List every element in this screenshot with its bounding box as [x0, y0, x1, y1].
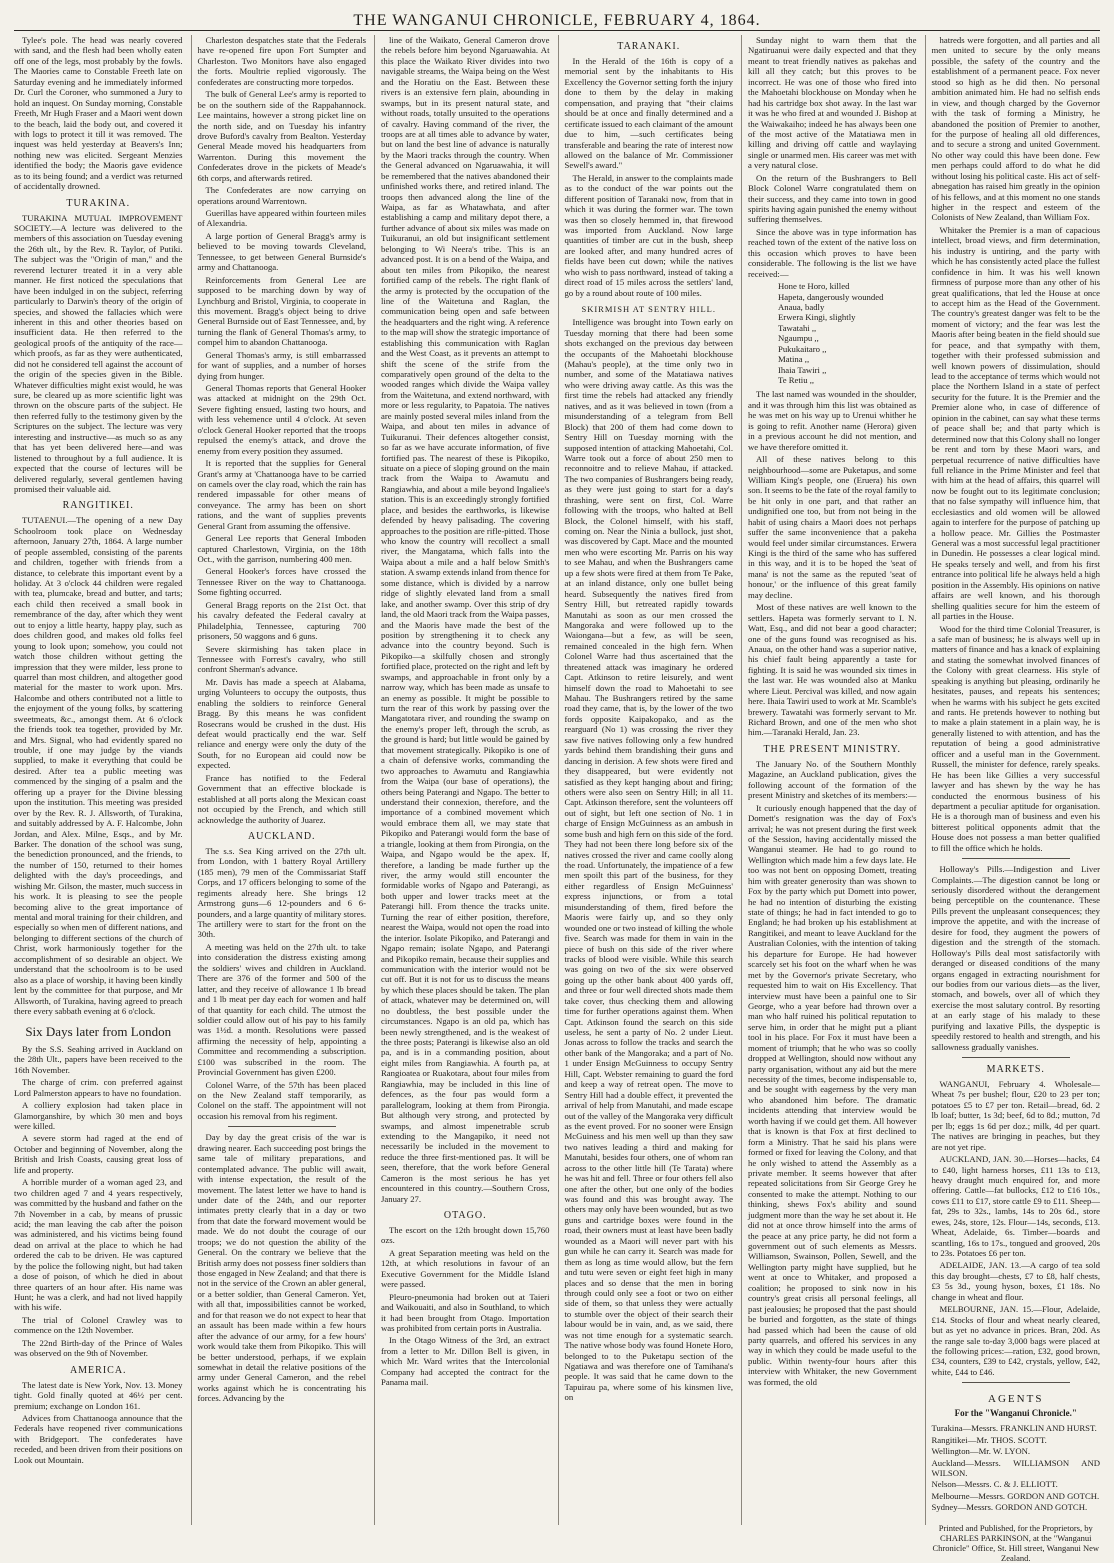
paragraph: Intelligence was brought into Town early on Tuesday morning that there had been some shots exchanged on the previous day between the occupants of the Mahoetahi blockhouse (Mahau's people), at the time only two in number, and some of the Matatiawa natives who were driving away cattle. As this was the first time the rebels had attacked any friendly natives, and as it was believed in town (from a misunderstanding of a telegram from Bell Block) that 200 of them had come down to Sentry Hill on Tuesday morning with the supposed intention of attacking Mahoetahi, Col. Warre took out a force of about 250 men to reconnoitre and to relieve Mahau, if attacked. The two companies of Bushrangers being ready, as they were just going to start for a day's thrashing, were sent on first, Col. Warre following with the troops, who halted at Bell Block, the Colonel himself, with his staff, coming on. Near the Ninia a bullock, just shot, was discovered by Capt. Mace and the mounted men who were escorting Mr. Parris on his way to see Mahau, and when the Bushrangers came up a few shots were fired at them from Te Pake, at an inland distance, only one bullet being heard. Subsequently the natives fired from Sentry Hill, but retreated rapidly towards Manutahi as soon as our men crossed the Mangoraka and were followed up to the Waiongana—but a few, as will be seen, remained concealed in the high fern. When Colonel Warre had thus ascertained that the threatened attack was imaginary he ordered Capt. Atkinson to retire leisurely, and went himself down the road to Mahoetahi to see Mahau. The Bushrangers retired by the same road they came, that is, by the lower of the two fords opposite Kaipakopako, and as the rearguard (No 1) was crossing the river they saw five natives following only a few hundred yards behind them brandishing their guns and dancing in derision. A few shots were fired and they disappeared, but were evidently not satisfied as they kept hanging about and firing; others were also seen on Sentry Hill; in all 11. Capt. Atkinson therefore, sent the volunteers off out of sight, but left one section of No. 1 in charge of Ensign McGuinness as an ambush in some bush and high fern on this side of the ford. They had not been there long before six of the natives crossed the river and came coolly along the road. Unfortunately, the impatience of a few men spoilt this part of the business, for they either regardless of Ensign McGuinness' express injunctions, or from a total misunderstanding of them, fired before the Maoris were fairly up, and so they only wounded one or two instead of killing the whole five. Search was made for them in vain in the piece of bush on this side of the river where tracks of blood were visible. While this search was going on two of the six were observed going up the other bank about 400 yards off, and three or four well directed shots made them take cover, thus checking them and allowing time for further operations against them. When Capt. Atkinson found the search on this side useless, he sent a party of No. 2 under Lieut. Jonas across to follow the tracks and search the other bank of the Mangoraka; and a part of No. 1 under Ensign McGuinness to occupy Sentry Hill, Capt. Webster remaining to guard the ford and keep a way of retreat open. The move to Sentry Hill had a double effect, it prevented the arrival of help from Manutahi, and made escape out of the valley of the Mangoraka very difficult as the event proved. For no sooner were Ensign McGuiness and his men well up than they saw two natives leading a third and making for Manutahi, besides four others, one of whom ran across to the other little hill (Te Tarata) where he was hit and fell. Three or four others fell also one after the other, but one only of the bodies was found and this was brought away. The others may only have been wounded, but as two guns and cartridge boxes were found in the road, their owners must at least have been badly wounded as a Maori will never part with his gun while he can carry it. Search was made for them as long as time would allow, but the fern and tutu were seven or eight feet high in many places and so dense that the men in boring through could only see a foot or two on either side of them, so that unless they were actually to stumble over the object of their search their labour would be in vain, and, as we said, there was not time enough for a systematic search. The native whose body was found Honete Horo, belonged to to the Puketapu section of the Ngatiawa and was therefore one of Tamihana's people. It was said that he came down to the Tapuirau pa, where some of his kinsmen live, on	[564, 317, 733, 1403]
list-item: Erwera Kingi, slightly	[778, 312, 856, 323]
paragraph: General Hooker's forces have crossed the Tennessee River on the way to Chattanooga. Some fighting occurred.	[197, 566, 366, 598]
paragraph: The Confederates are now carrying on operations around Warrentown.	[197, 185, 366, 206]
paragraph: Mr. Davis has made a speech at Alabama, urging Volunteers to occupy the outposts, thus enabling the soldiers to reinforce General Bragg. By this means he was confident Rosecrans would be crushed in the dust. His defeat would practically end the war. Self reliance and energy were only the duty of the South, for no European aid could now be expected.	[197, 676, 366, 771]
paragraph: A great Separation meeting was held on the 12th, at which resolutions in favour of an Executive Government for the Middle Island were passed.	[381, 1247, 550, 1290]
paragraph: General Lee reports that General Imboden captured Charlestown, Virginia, on the 18th Oct., with the garrison, numbering 400 men.	[197, 533, 366, 564]
agent-entry: Wellington—Mr. W. LYON.	[931, 1446, 1031, 1457]
paragraph: ADELAIDE, JAN. 13.—A cargo of tea sold this day brought—chests, £7 to £8, half chests, £3 5s 3d., young hyson, boxes, £1 18s. No change in wheat and flour.	[931, 1260, 1100, 1302]
paragraph: The bulk of General Lee's army is reported to be on the southern side of the Rappahannock. Lee maintains, however a strong picket line on the north side, and on Tuesday his infantry drove Buford's cavalry from Bealton. Yesterday General Meade moved his headquarters from Warrenton. During this movement the Confederates drove in the pickets of Meade's 6th corps, and afterwards retired.	[197, 89, 366, 183]
paragraph: AUCKLAND, JAN. 30.—Horses—hacks, £4 to £40, light harness horses, £11 13s to £13, heavy draught much enquired for, and more offering. Cattle—fat bullocks, £12 to £16 10s., cows £11 to £17, store cattle £9 to £11. Sheep—fat, 29s to 32s., lambs, 14s to 20s 6d., store ewes, 24s, store, 12s. Flour—14s, seconds, £13. Wheat, Adelaide, 6s. Timber—boards and scantling, 16s to 17s., tongued and grooved, 20s to 23s. Potatoes £6 per ton.	[931, 1154, 1100, 1258]
paragraph: The Herald, in answer to the complaints made as to the conduct of the war points out the different position of Taranaki now, from that in which it was during the former war. The town was then so closely hemmed in, that firewood was imported from Auckland. Now large quantities of timber are cut in the bush, sheep are looked after, and many hundred acres of fields have been cut down; while the natives who wish to pass northward, instead of taking a direct road of 15 miles across the settlers' land, go by a round about route of 100 miles.	[564, 172, 733, 298]
paragraph: TURAKINA MUTUAL IMPROVEMENT SOCIETY.—A lecture was delivered to the members of this association on Tuesday evening the 26th ult., by the Rev. R. Taylor, of Putiki. The subject was the "Origin of man," and the reverend lecturer treated it in a very able manner. He first noticed the speculations that have been indulged in on the subject, referring particularly to Darwin's theory of the origin of species, and showed the fallacies which were inherent in this and other theories based on insufficient data. He then referred to the geological proofs of the antiquity of the race—which proofs, as far as they were authenticated, did not he considered tell against the account of the origin of the species given in the Bible. Whatever difficulties might exist would, he was sure, be cleared up as more scientific light was thrown on the obscure parts of the subject. He then referred fully to the testimony given by the Scriptures on the subject. The lecture was very interesting and instructive—as much so as any that has yet been delivered here—and was listened to throughout by a full audience. It is expected that the course of lectures will be delivered regularly, several gentlemen having promised their valuable aid.	[14, 212, 183, 494]
section-heading: MARKETS.	[986, 1064, 1045, 1075]
column-1	[14, 35, 183, 1525]
column-2	[191, 35, 367, 1525]
agent-entry: Melbourne—Messrs. GORDON AND GOTCH.	[931, 1490, 1100, 1501]
paragraph: General Thomas reports that General Hooker was attacked at midnight on the 29th Oct. Severe fighting ensued, lasting two hours, and with less vehemence until 4 o'clock. At seven o'clock General Hooker reported that the troops repulsed the enemy's attack, and drove the enemy from every position they assumed.	[197, 383, 366, 456]
paragraph: Whitaker the Premier is a man of capacious intellect, broad views, and firm determination, his industry is untiring, and the party with which he has consistently acted place the fullest confidence in him. It was his well known firmness of purpose more than any other of his great qualifications, that led the House at once to accept him as the Head of the Government. The country's greatest danger was felt to be the moment of victory; and the fear was lest the Maoris after being beaten in the field should sue for peace, and that sympathy with them, together with their professed submission and well known powers of dissimulation, should lead to the acceptance of terms which would not place the Northern Island in a state of perfect security for the future. It is the Premier and the Premier alone who, in case of difference of opinion in the cabinet, can say what these terms of peace shall be; and that party which is determined now that this Colony shall no longer be rent and torn by these Maori wars, and perpetual recurrence of native difficulties have full reliance in the Prime Minister and feel that with him at the head of affairs, this quarrel will now be fought out to its legitimate conclusion; that no false sympathy will influence him, that ecclesiastics and old women will be allowed again to interfere for the purpose of patching up a hollow peace. Mr. Gillies the Postmaster General was a most successful legal practitioner in Dunedin. He possesses a clear logical mind. He speaks tersely and well, and from his first entrance into political life he always held a high position in the Assembly. His opinions on native affairs are well known, and his thorough shelling qualities secure for him the esteem of all parties in the House.	[931, 224, 1100, 622]
paragraph: All of these natives belong to this neighbourhood—some are Puketapus, and some William King's people, one (Eruera) his own son. It seems to be the fate of the royal family to be hit only in one part, and that rather an undignified one too, but from not being in the habit of using chairs a Maori does not perhaps suffer the same inconvenience that a pakeha would feel under similar circumstances. Erwera Kingi is the third of the same who has suffered in this way, and it is to be hoped the 'seat of mana' is not the same as the reputed 'seat of honour,' or the influence of this great family may decline.	[748, 454, 917, 600]
agent-entry: Turakina—Messrs. FRANKLIN AND HURST.	[931, 1423, 1097, 1434]
paragraph: WANGANUI, February 4. Wholesale—Wheat 7s per bushel; flour, £20 to 23 per ton; potatoes £5 to £7 per ton. Retail—bread, 6d. 2 lb loaf; butter, 1s 3d; beef, 6d to 8d.; mutton, 7d per lb; eggs 1s 6d per doz.; milk, 4d per quart. The natives are bringing in peaches, but they are not yet ripe.	[931, 1079, 1100, 1152]
section-heading: OTAGO.	[443, 1210, 487, 1221]
paragraph: The January No. of the Southern Monthly Magazine, an Auckland publication, gives the following account of the formation of the present Ministry and sketches of its members:—	[748, 758, 917, 801]
paragraph: A severe storm had raged at the end of October and beginning of November, along the British and Irish Coasts, causing great loss of life and property.	[14, 1133, 183, 1175]
section-heading: TURAKINA.	[66, 197, 131, 209]
paragraph: The latest date is New York, Nov. 13. Money tight. Gold finally quoted at 46½ per cent. premium; exchange on London 161.	[14, 1379, 183, 1411]
section-heading: Six Days later from London	[25, 1024, 172, 1040]
paragraph: line of the Waikato, General Cameron drove the rebels before him beyond Ngaruawahia. At this place the Waikato River divides into two navigable streams, the Waipa being on the West and the Horatiu on the East. Between these rivers is an extensive fern plain, abounding in swamps, but in its present natural state, and without roads, totally unsuited to the operations of cavalry. Having command of the river, the troops are at all times able to advance by water, but on land the best line of advance is naturally by the Maori tracks through the country. When the General advanced on Ngaruawahia, it will be remembered that the natives abandoned their unfinished works there, and retired inland. The troops then advanced along the line of the Waipa, as far as Whatawhata, and after establishing a camp and military depot there, a further advance of about six miles was made on Tuikuranui, an old but insignificant settlement belonging to Wi Neera's tribe. This is an advanced post. It is on a bend of the Waipa, and about ten miles from Pikopiko, the nearest fortified camp of the rebels. The right flank of the army is protected by the occupation of the line of the Waitetuna and Raglan, the communication being open and safe between the headquarters and the right wing. A reference to the map will show the strategic importance of establishing this communication with Raglan and the West Coast, as it prevents an attempt to shift the scene of the strife from the comparatively open ground of the delta to the wooded ranges which divide the Waipa valley from the Waitetuna, and extend northward, with more or less regularity, to Papatoia. The natives are mainly posted several miles inland from the Waipa, and about ten miles in advance of Tuikuranui. Their defences altogether consist, so far as we have accurate information, of five fortified pas. The nearest of these is Pikopiko, situate on a piece of sloping ground on the main track from the Waipa to Awamutu and Rangiawhia, and about a mile beyond Ingaliee's station. This is an exceedingly strongly fortified place, and besides the earthworks, is likewise defended by heavy palisading. The covering approaches to the position are rifle-pitted. Those who know the country will recollect a small river, the Mangatama, which falls into the Waipa about a mile and a half below Smith's station. A swamp extends inland from thence for some distance, which is divided by a narrow ridge of slightly elevated land from a small lake, and another swamp. Over this strip of dry land, the old Maori track from the Waipa passes, and the Maoris have made the best of the position by strengthening it to check any advance into the country beyond. Such is Pikopiko—a skilfully chosen and strongly fortified place, protected on the right and left by swamps, and approachable in front only by a narrow way, which has been made as unsafe to an enemy as possible. It might be possible to turn the rear of this work by passing over the Mangatotara river, and rounding the swamp on the enemy's proper left, through the scrub, as the ground is hard; but little would be gained by that movement strategically. Pikopiko is one of a chain of defensive works, commanding the two approaches to Awamutu and Rangiawhia from the Waipa (our base of operations), the others being Paterangi and Ngapo. The better to understand their connexion, therefore, and the importance of a combined movement which would embrace them all, we may state that Pikopiko and Paterangi would form the base of a triangle, looking at them from Pirongia, on the Waipa, and Ngapo would be the apex. If, therefore, a landing be made further up the river, the army would still encounter the formidable works of Ngapo and Paterangi, as both upper and lower tracks meet at the Paterangi hill. From thence the tracks unite. Turning the rear of either position, therefore, nearest the Waipa, would not open the road into the interior. Isolate Pikopiko, and Paterangi and Ngapo remain; isolate Ngapo, and Paterangi and Pikopiko remain, because their supplies and communication with the interior would not be cut off. But it is not for us to discuss the means by which these places should be taken. The plan of attack, whatever may be determined on, will no doubtless, the best possible under the circumstances. Ngapo is an old pa, which has been newly strengthened, and is the weakest of the three posts; Paterangi is likewise also an old pa, and is in a commanding position, about eight miles from Rangiawhia. A fourth pa, at Rangioatea or Ruakotara, about four miles from Rangiawhia, may be included in this line of defences, as the four pas would form a parallelogram, looking at them from Pirongia. But although very strong, and protected by swamps, and almost impenetrable scrub extending to the Mangapiko, it need not necessarily be included in the movement to reduce the three first-mentioned pas. It will be seen, therefore, that the work before General Cameron is the most serious he has yet encountered in this country.—Southern Cross, January 27.	[381, 35, 550, 1204]
divider	[962, 858, 1071, 859]
masthead-title: THE WANGANUI CHRONICLE, FEBRUARY 4, 1864.	[353, 12, 761, 29]
paragraph: Charleston despatches state that the Federals have re-opened fire upon Fort Sumpter and Charleston. Two Monitors have also engaged the forts. Moultrie replied vigorously. The confederates are constructing more torpedos.	[197, 35, 366, 87]
paragraph: Guerillas have appeared within fourteen miles of Alexandria.	[197, 208, 366, 229]
paragraph: Tylee's pole. The head was nearly covered with sand, and the flesh had been wholly eaten off one of the legs, most probably by the fowls. The Maories came to Constable Freeth late on Saturday evening and he immediately informed Dr. Curl the Coroner, who summoned a Jury to hold an inquest. On Sunday morning, Constable Freeth, Mr Hugh Fraser and a Maori went down to the beach, laid the body out, and covered it with logs to protect it till it was removed. The inquest was held yesterday at Beavers's Inn; nothing new was elicited. Sergeant Menzies identified the body; the Maoris gave evidence as to its being found; and a verdict was returned of accidentally drowned.	[14, 35, 183, 192]
paragraph: General Bragg reports on the 21st Oct. that his cavalry defeated the Federal cavalry at Philadelphia, Tennessee, capturing 700 prisoners, 50 waggons and 6 guns.	[197, 599, 366, 642]
list-item: Anaua, badly	[778, 301, 825, 312]
paragraph: A meeting was held on the 27th ult. to take into consideration the distress existing among the soldiers' wives and children in Auckland. There are 376 of the former and 500 of the latter, and they receive of allowance 1 lb bread and 1 lb meat per day each for women and half of that quantity for each child. The utmost the soldier could allow out of his pay to his family was 1½d. a month. Resolutions were passed affirming the necessity of help, appointing a Committee and recommending a subscription. £100 was subscribed in the room. The Provincial Government has given £200.	[197, 941, 366, 1078]
paragraph: General Thomas's army, is still embarrassed for want of supplies, and a number of horses dying from hunger.	[197, 349, 366, 381]
paragraph: Sunday night to warn them that the Ngatiruanui were daily expected and that they meant to treat friendly natives as pakehas and kill all they catch; but this proves to be incorrect. He was one of those who fired into the Mahoetahi blockhouse on Monday when he had his cartridge box shot away. In the last war it was he who fired at and wounded J. Bishop at the Waiwakaiho; indeed he has always been one of the most active of the Matatiawa men in killing and driving off cattle and waylaying single or unarmed men. His career was met with a very natural close.	[748, 35, 917, 171]
paragraph: In the Herald of the 16th is copy of a memorial sent by the inhabitants to His Excellency the Governor setting forth the injury done to them by the delay in making compensation, and praying that "their claims should be at once and finally determined and a certificate issued to each claimant of the amount due to him, —such certificates being transferable and bearing the rate of interest now allowed on the balance of Mr. Commissioner Sewell's award."	[564, 56, 733, 171]
paragraph: Most of these natives are well known to the settlers. Hapeta was formerly servant to I. N. Watt, Esq., and did not bear a good character; one of the guns found was recognised as his. Anaua, on the other hand was a superior native, his chief fault being apparently a taste for fighting. It is said he was wounded six times in the last war. He was wounded also at Manku where Lieut. Percival was killed, and now again here. Ihaia Tawiri used to work at Mr. Scamble's brewery. Tawatahi was formerly servant to Mr. Richard Brown, and one of the men who shot him.—Taranaki Herald, Jan. 23.	[748, 602, 917, 738]
columns	[14, 35, 1100, 1563]
list-item: Pukukaitaro ,,	[778, 343, 827, 354]
imprint-footer: Printed and Published, for the Proprietors, by CHARLES PARKINSON, at the "Wanganui Chronicle" Office, St. Hill street, Wanganui New Zealand.	[932, 1522, 1100, 1563]
section-heading: TARANAKI.	[617, 41, 681, 52]
paragraph: By the S.S. Seahing arrived in Auckland on the 28th Ult., papers have been received to the 16th November.	[14, 1043, 183, 1075]
paragraph: Wood for the third time Colonial Treasurer, is a safe man of business; he is always well up in matters of finance and has a knack of explaining and stating the somewhat involved finances of the Colony with great clearness. His style of speaking is anything but pleasing, ordinarily he hesitates, pauses, and repeats his sentences; when he warms with his subject he gets excited and rants. He pretends however to nothing but to make a plain statement in a plain way, he is generally listened to with attention, and has the reputation of being a good administrative officer and a useful man in the Government. Russell, the minister for defence, rarely speaks. He has been like Gillies a very successful lawyer and has shewn by the way he has conducted the enormous business of his department a peculiar aptitude for organisation. He is a thorough man of business and even his bitterest political opponents admit that the House does not possess a man better qualified to fill the office which he holds.	[931, 623, 1100, 853]
divider	[962, 1382, 1071, 1383]
list-item: Ihaia Tawiri ,,	[778, 364, 827, 375]
section-heading: RANGITIKEI.	[62, 500, 134, 512]
column-5	[741, 35, 917, 1525]
column-4	[558, 35, 734, 1525]
agent-entry: Auckland—Messrs. WILLIAMSON AND WILSON.	[931, 1457, 1100, 1478]
paragraph: The last named was wounded in the shoulder, and it was through him this list was obtained as he was met on his way up to Urenui whither he is going to refit. Another name (Herora) given in a previous account he did not mention, and we have therefore omitted it.	[748, 389, 917, 452]
list-item: Hone te Horo, killed	[778, 281, 850, 292]
list-item: Hapeta, dangerously wounded	[778, 291, 884, 302]
section-heading: THE PRESENT MINISTRY.	[763, 743, 902, 755]
paragraph: MELBOURNE, JAN. 15.—Flour, Adelaide, £14. Stocks of flour and wheat nearly cleared, but as yet no advance in prices. Bran, 20d. As the range sale to-day 3,000 bags were placed at the following prices:—ration, £32, good brown, £34, counters, £39 to £42, crystals, yellow, £42, white, £44 to £46.	[931, 1304, 1100, 1377]
paragraph: Day by day the great crisis of the war is drawing nearer. Each succeeding post brings the same tale of military preparations, and contemplated advance. The public will await, with intense expectation, the result of the movement. The latest letter we have to hand is under date of the 24th, and our reporter intimates pretty clearly that in a day or two from that date the forward movement would be made. We do not doubt the courage of our troops; we do not question the ability of the General. On the contrary we believe that the British army does not possess finer soldiers than those engaged in New Zealand; and that there is not in the service of the Crown an abler general, or a better soldier, than General Cameron. Yet, with all that, impossibilities cannot be worked, and for that reason we do not expect to hear that an assault has been made within a few hours after the advance of our army, for a few hours' work would take them from Pikopiko. This will be better understood, perhaps, if we explain somewhat in detail the relative positions of the army under General Cameron, and the rebel works against which he is concentrating his forces. Advancing by the	[197, 1132, 366, 1404]
list-item: Ngaumpu ,,	[778, 333, 819, 344]
agent-entry: Nelson—Messrs. C. & J. ELLIOTT.	[931, 1479, 1058, 1490]
paragraph: Severe skirmishing has taken place in Tennessee with Forrest's cavalry, who still confront Sherman's advance.	[197, 643, 366, 675]
paragraph: A horrible murder of a woman aged 23, and two children aged 7 and 4 years respectively, was committed by the husband and father on the 7th November in a cab, by means of prussic acid; the man leaving the cab after the poison was administered, and his victims being found dead on arrival at the place to which he had ordered the cab to be driven. He was captured by the police the following night, but had taken a dose of poison, of which he died in about three quarters of an hour after. His name was Hunt; he was a clerk, and had not lived happily with his wife.	[14, 1177, 183, 1313]
paragraph: Advices from Chattanooga announce that the Federals have reopened river communications with Bridgeport. The confederates have receded, and been driven from their positions on Look out Mountain.	[14, 1412, 183, 1465]
masthead	[14, 8, 1100, 31]
paragraph: On the return of the Bushrangers to Bell Block Colonel Warre congratulated them on their success, and they came into town in good spirits having again punished the enemy without suffering themselves.	[748, 172, 917, 225]
agents-heading: AGENTS	[988, 1393, 1044, 1406]
paragraph: Reinforcements from General Lee are supposed to be marching down by way of Lynchburg and Bristol, Virginia, to cooperate in this movement. Bragg's object being to drive General Burnside out of East Tennessee, and, by turning the flank of General Thomas's army, to compel him to abandon Chattanooga.	[197, 274, 366, 348]
paragraph: The 22nd Birth-day of the Prince of Wales was observed on the 9th of November.	[14, 1337, 183, 1359]
paragraph: hatreds were forgotten, and all parties and all men united to secure by the only means possible, the safety of the country and the establishment of a permanent peace. Fox never stood so high as he did then. No personal ambition animated him. He had no selfish ends in view, and though charged by the Governor with the task of forming a Ministry, he abandoned the position of Premier to another, for the purpose of healing all old differences, and to secure a strong and united Government. No other way could this have been done. Few men perhaps could afford to do what he did without losing his political caste. His act of self-abnegation has raised him greatly in the opinion of his fellows, and at this moment no one stands higher in the respect and esteem of the Colonists of New Zealand, than William Fox.	[931, 35, 1100, 223]
section-heading: AUCKLAND.	[247, 830, 316, 842]
agent-entry: Rangitikei—Mr. THOS. SCOTT.	[931, 1434, 1047, 1445]
paragraph: In the Otago Witness of the 3rd, an extract from a letter to Mr. Dillon Bell is given, in which Mr. Ward writes that the Intercolonial Company had accepted the contract for the Panama mail.	[381, 1335, 550, 1388]
paragraph: The charge of crim. con preferred against Lord Palmerston appears to have no foundation.	[14, 1077, 183, 1098]
paragraph: A colliery explosion had taken place in Glamorganshire, by which 30 men and boys were killed.	[14, 1100, 183, 1132]
paragraph: The escort on the 12th brought down 15,760 ozs.	[381, 1225, 550, 1246]
column-6	[925, 35, 1101, 1563]
divider	[962, 1057, 1071, 1058]
paragraph: TUTAENUI.—The opening of a new Day Schoolroom took place on Wednesday afternoon, January 27th, 1864. A large number of people assembled, consisting of the parents and children, together with friends from a distance, to celebrate this important event by a holiday. At 3 o'clock 44 children were regaled with tea, plumcake, bread and butter, and tarts; each child then received a small book in remembrance of the day, after which they went out to enjoy a little hearty, happy play, such as does children good, and makes old folks feel young to look upon; somehow, you could not watch those children without getting the impression that they were milder, less prone to quarrel than most children, and altogether good material for the master to work upon. Mrs. Halcombe and others contributed not a little to the enjoyment of the young folks, by scattering sweetmeats, &c., amongst them. At 6 o'clock the friends took tea together, provided by Mr. and Mrs. Signal, who had evidently spared no trouble, if one may judge by the viands supplied, to make it everything that could be desired. After tea a public meeting was commenced by the singing of a psalm and the offering up a prayer for the Divine blessing upon the institution. This meeting was presided over by the Rev. R. J. Allsworth, of Turakina, and suitably addressed by A. F. Halcombe, John Jordan, and Alex. Milne, Esqs., and by Mr. Barker. The donation of the school was sung, the benediction pronounced, and the friends, to the number of 150, returned to their homes delighted with the day's proceedings, and wishing Mr. Gilson, the master, much success in his work. It is pleasing to see the people becoming alive to the great importance of mental and moral training for their children, and especially so when men of different nations, and belonging to different sections of the church of Christ, work harmoniously together for the accomplishment of so desirable an object. We understand that the schoolroom is to be used also as a place of worship, it having been kindly lent by the committee for that purpose, and Mr Allsworth, of Turakina, having agreed to preach there every sabbath evening at 6 o'clock.	[14, 515, 183, 1016]
paragraph: Holloway's Pills.—Indigestion and Liver Complaints.—The digestion cannot be long or seriously disordered without the derangement being perceptible on the countenance. These Pills prevent the unpleasant consequences; they improve the appetite, and with the increase of desire for food, they augment the powers of digestion and the strength of the stomach. Holloway's Pills deal most satisfactorily with deranged or diseased conditions of the many organs engaged in extracting nourishment for our bodies from our various diets—as the liver, stomach, and bowels, over all of which they exercise the most salutary control. By resorting at an early stage of his malady to these purifying and laxative Pills, the dyspeptic is speedily restored to health and strength, and his sallowness gradually vanishes.	[931, 864, 1100, 1052]
section-heading: AMERICA.	[69, 1364, 127, 1376]
column-3	[374, 35, 550, 1525]
paragraph: It is reported that the supplies for General Grant's army at 'Chattanooga have to be carried on camels over the clay road, which the rain has rendered impassable for other means of conveyance. The army has been on short rations, and the want of supplies prevents General Grant from assuming the offensive.	[197, 458, 366, 531]
list-item: Matina ,,	[778, 354, 810, 365]
agents-subheading: For the "Wanganui Chronicle."	[954, 1408, 1077, 1419]
paragraph: The s.s. Sea King arrived on the 27th ult. from London, with 1 battery Royal Artillery (185 men), 79 men of the Commissariat Staff Corps, and 17 officers belonging to some of the regiments already here. She brings 12 Armstrong guns—6 12-pounders and 6 6-pounders, and a large quantity of military stores. The artillery were to start for the front on the 30th.	[197, 845, 366, 940]
paragraph: A large portion of General Bragg's army is believed to be moving towards Cleveland, Tennessee, to get between General Burnside's army and Chattanooga.	[197, 230, 366, 273]
paragraph: Pleuro-pneumonia had broken out at Taieri and Waikouaiti, and also in Southland, to which it had been brought from Otago. Importation was prohibited from certain ports in Australia.	[381, 1291, 550, 1333]
paragraph: Colonel Warre, of the 57th has been placed on the New Zealand staff temporarily, as Colonel on the staff. The appointment will not occasion his removal from his regiment.	[197, 1079, 366, 1121]
agent-entry: Sydney—Messrs. GORDON AND GOTCH.	[931, 1502, 1088, 1513]
list-item: Te Retiu ,,	[778, 375, 815, 385]
list-item: Tawatahi ,,	[778, 322, 817, 333]
divider	[228, 1126, 337, 1127]
sub-heading: SKIRMISH AT SENTRY HILL.	[581, 304, 716, 315]
casualty-list	[778, 281, 917, 385]
paragraph: France has notified to the Federal Government that an effective blockade is established at all ports along the Mexican coast not occupied by the French, and which still acknowledge the authority of Juarez.	[197, 772, 366, 825]
paragraph: It curiously enough happened that the day of Domett's resignation was the day of Fox's arrival; he was not present during the first week of the Session, having accidentally missed the Wanganui steamer. He had to go round to Wellington which made him a few days late. He too was not bent on opposing Domett, treating him with greater generosity than was shown to Fox by the party which put Domett into power, he had no intention of disturbing the existing state of things; he had in fact intended to go to England; he had broken up his establishment at Rangitikei, and meant to leave Auckland for the Australian Colonies, with the intention of taking his departure for Europe. He had however scarcely set his foot on the wharf when he was met by the Governor's private Secretary, who requested him to wait on His Excellency. That interview must have been a painful one to Sir George, who a year before had thrown over a man who half ruined his political reputation to serve him, in order that he might put a pliant tool in his place. For Fox it must have been a moment of triumph; that he who was so coolly dropped at Wellington, should now without any party organisation, without any aid but the mere necessity of the times, become indispensable to, and be sought with eagerness by the very man who abandoned him before. The dramatic incidents attending that interview would be worth having if we could get them. All however that is known is that Fox at first declined to form a Ministry. That he said his plans were formed or fixed for leaving the Colony, and that he only wished to attend the Assembly as a private member. It seems however that after repeated solicitations from Sir George Grey he consented to make the attempt. Nothing to our thinking, shews Fox's ability and sound judgment more than the way he set about it. He did not at once throw himself into the arms of the peace at any price party, he did not form a government out of such elements as Messrs. Williamson, Swainson, Pollen, Sewell, and the Wellington party might have supplied, but he went at once to Whitaker, and proposed a coalition; he proposed to sink now in his country's great crisis all personal feelings, all past jealousies; he proposed that the past should be buried and forgotten, as the state of things had passed which had been the cause of old party quarrels, and offered his services in any way in which they could be made useful to the public. Within twenty-four hours after this interview with Whitaker, the new Government was formed, the old	[748, 802, 917, 1387]
agents-list	[932, 1423, 1101, 1513]
paragraph: Since the above was in type information has reached town of the extent of the native loss on this occasion which proves to have been considerable. The following is the list we have received:—	[748, 226, 917, 279]
paragraph: The trial of Colonel Crawley was to commence on the 12th November.	[14, 1314, 183, 1336]
